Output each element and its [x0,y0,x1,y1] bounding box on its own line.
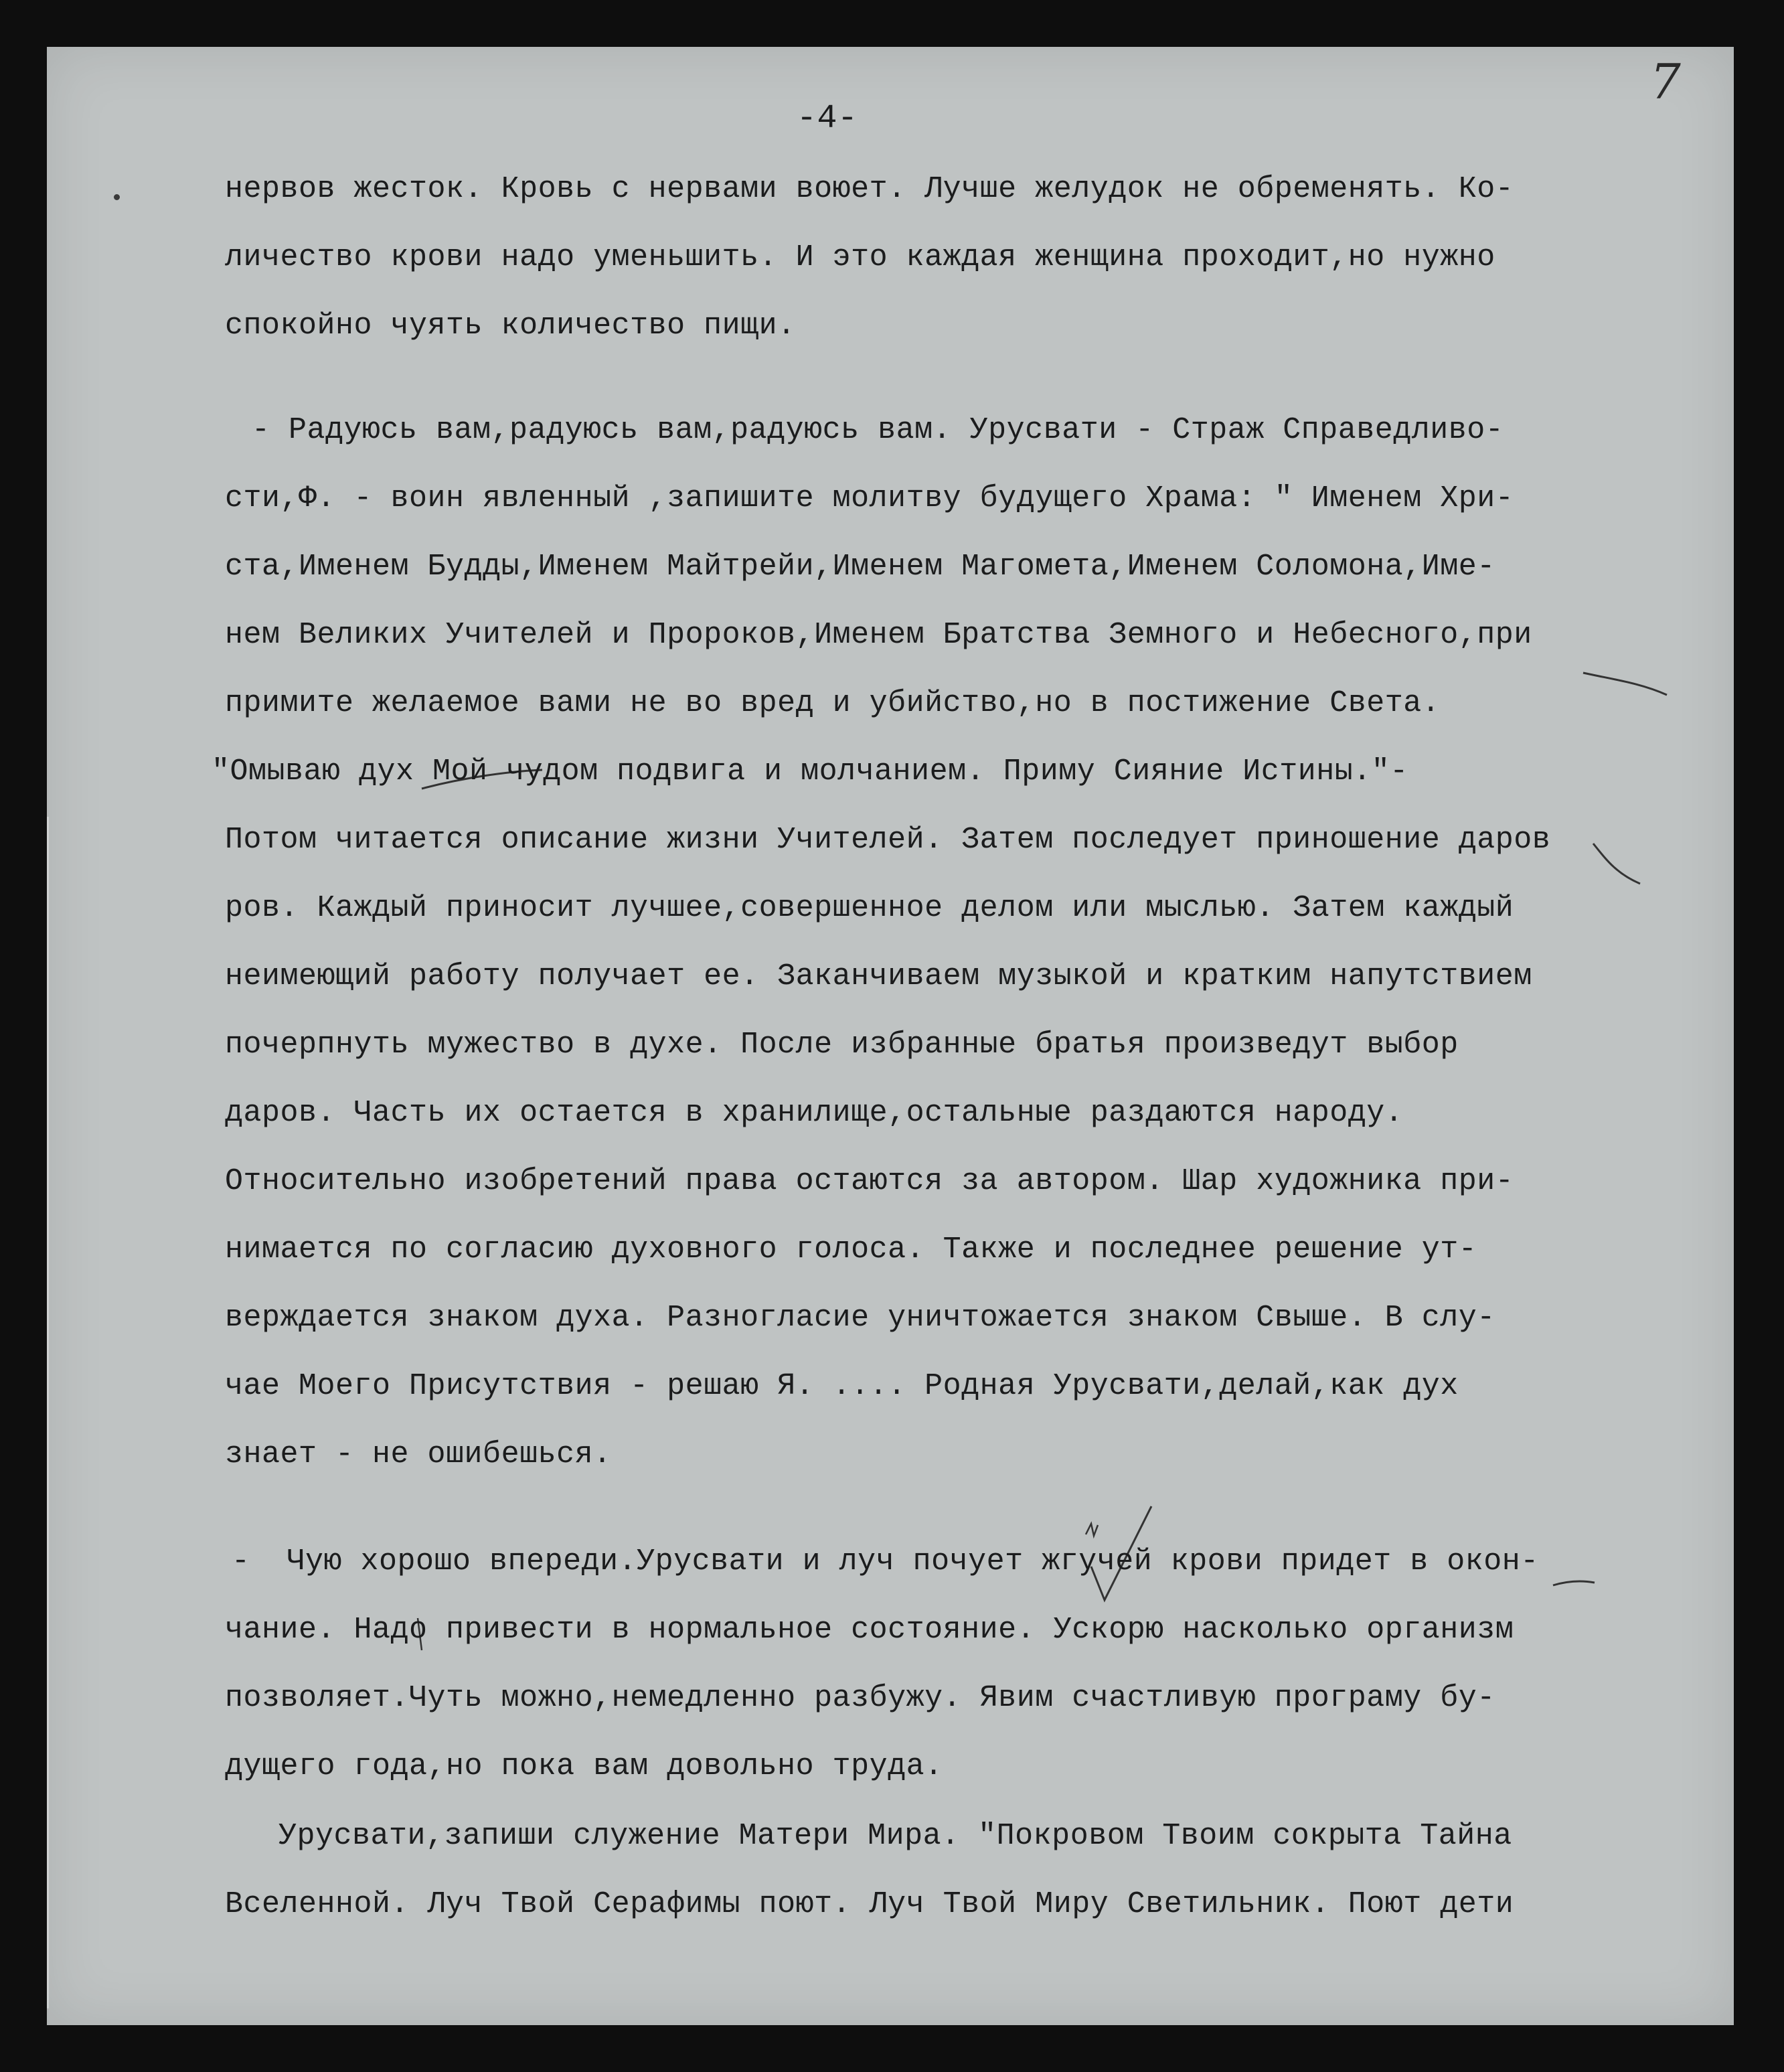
text-line: почерпнуть мужество в духе. После избранные братья произведут выбор [225,1028,1459,1062]
text-line: нимается по согласию духовного голоса. Также и последнее решение ут- [225,1232,1477,1267]
text-line: Вселенной. Луч Твой Серафимы поют. Луч Твой Миру Светильник. Поют дети [225,1887,1514,1921]
typed-text [47,47,1734,2025]
text-line: Относительно изобретений права остаются за автором. Шар художника при- [225,1164,1514,1198]
text-line: - Радуюсь вам,радуюсь вам,радуюсь вам. Урусвати - Страж Справедливо- [252,413,1504,447]
text-line: ров. Каждый приносит лучшее,совершенное делом или мыслью. Затем каждый [225,891,1514,925]
text-line: Урусвати,запиши служение Матери Мира. "Покровом Твоим сокрыта Тайна [278,1819,1512,1853]
text-line: спокойно чуять количество пищи. [225,309,796,343]
document-page [47,47,1734,2025]
text-line: дущего года,но пока вам довольно труда. [225,1749,943,1783]
text-line: позволяет.Чуть можно,немедленно разбужу. Явим счастливую програму бу- [225,1681,1495,1715]
text-line: знает - не ошибешься. [225,1437,612,1471]
text-line: ста,Именем Будды,Именем Майтрейи,Именем Магомета,Именем Соломона,Име- [225,550,1495,584]
text-line: примите желаемое вами не во вред и убийство,но в постижение Света. [225,686,1441,720]
text-line: даров. Часть их остается в хранилище,остальные раздаются народу. [225,1096,1404,1130]
text-line: верждается знаком духа. Разногласие уничтожается знаком Свыше. В слу- [225,1301,1495,1335]
text-line: неимеющий работу получает ее. Заканчиваем музыкой и кратким напутствием [225,959,1532,993]
text-line: "Омываю дух Мой чудом подвига и молчанием. Приму Сияние Истины."- [212,754,1408,789]
text-line: нем Великих Учителей и Пророков,Именем Братства Земного и Небесного,при [225,618,1532,652]
text-line: личество крови надо уменьшить. И это каждая женщина проходит,но нужно [225,240,1495,274]
text-line: нервов жесток. Кровь с нервами воюет. Лучше желудок не обременять. Ко- [225,172,1514,206]
page-number: -4- [797,100,858,138]
text-line: чае Моего Присутствия - решаю Я. .... Родная Урусвати,делай,как дух [225,1369,1459,1403]
text-line: чание. Надо привести в нормальное состояние. Ускорю насколько организм [225,1613,1514,1647]
text-line: Потом читается описание жизни Учителей. Затем последует приношение даров [225,823,1551,857]
page-corner-mark: 7 [1650,54,1681,110]
text-line: сти,Ф. - воин явленный ,запишите молитву будущего Храма: " Именем Хри- [225,481,1514,515]
text-line: - Чую хорошо впереди.Урусвати и луч почует жгучей крови придет в окон- [232,1544,1539,1579]
